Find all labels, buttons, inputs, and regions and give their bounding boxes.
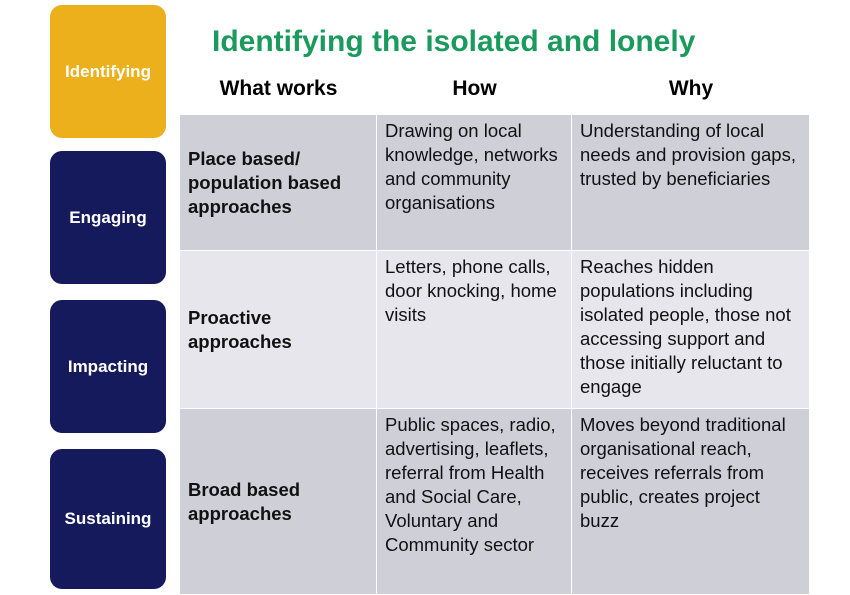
nav-impacting-button[interactable] (50, 300, 166, 433)
row-3-what-cell (180, 409, 377, 595)
row-2-what: Proactive approaches (188, 306, 292, 352)
column-header-why: Why (668, 77, 714, 100)
column-header-what-works: What works (219, 77, 338, 100)
nav-engaging-label: Engaging (69, 207, 147, 227)
approaches-table (180, 115, 810, 595)
nav-identifying-button[interactable] (50, 5, 166, 138)
nav-sustaining-button[interactable] (50, 449, 166, 589)
row-1-why: Understanding of local needs and provision gaps, trusted by beneficiaries (572, 115, 810, 251)
row-1-how: Drawing on local knowledge, networks and community organisations (377, 115, 572, 251)
nav-engaging-button[interactable] (50, 151, 166, 284)
row-2-why: Reaches hidden populations including isolated people, those not accessing support and those initially reluctant to engage (572, 251, 810, 409)
nav-sustaining-label: Sustaining (64, 509, 152, 528)
row-1-what-cell (180, 115, 377, 251)
column-header-how: How (452, 77, 497, 100)
row-2-what-cell (180, 251, 377, 409)
row-2-how: Letters, phone calls, door knocking, home visits (377, 251, 572, 409)
page-title: Identifying the isolated and lonely (212, 25, 696, 58)
nav-identifying-label: Identifying (65, 61, 151, 81)
row-3-how: Public spaces, radio, advertising, leaflets, referral from Health and Social Care, Voluntary and Community sector (377, 409, 572, 595)
row-3-what: Broad based approaches (188, 478, 301, 524)
row-3-why: Moves beyond traditional organisational reach, receives referrals from public, creates project buzz (572, 409, 810, 595)
row-1-what: Place based/ population based approaches (188, 147, 342, 217)
nav-impacting-label: Impacting (67, 356, 149, 376)
